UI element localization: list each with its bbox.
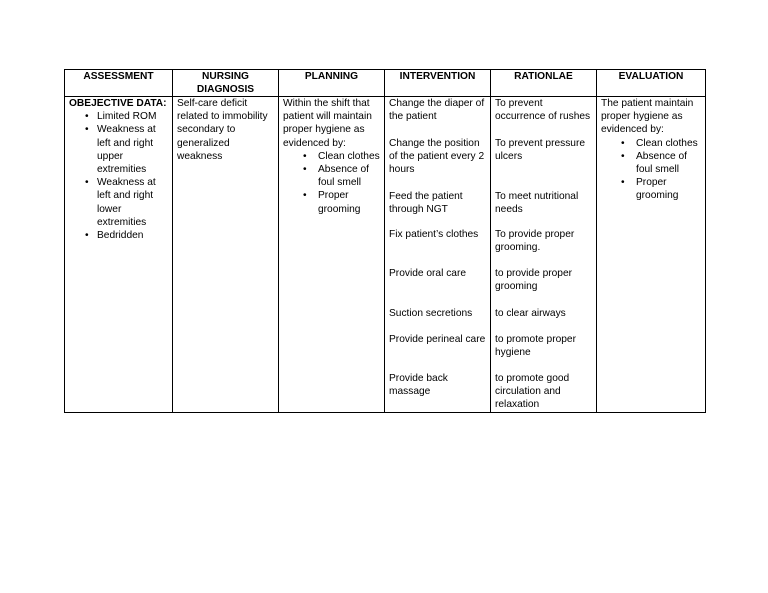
list-item: • Weakness at left and right lower extremities: [69, 176, 168, 229]
planning-list: [283, 150, 380, 216]
nursing-care-plan-table: [64, 69, 706, 413]
assessment-cell: [65, 97, 173, 413]
intervention-entry: Feed the patient through NGT: [389, 191, 463, 216]
rationale-entry: to promote good circulation and relaxation: [495, 373, 570, 411]
header-nursing-diagnosis: NURSING DIAGNOSIS: [173, 70, 279, 97]
intervention-entry: Change the diaper of the patient: [389, 98, 485, 123]
list-item: • Proper grooming: [283, 189, 380, 215]
header-row: [65, 70, 706, 97]
evaluation-cell: [597, 97, 706, 413]
header-rationale: RATIONLAE: [491, 70, 597, 97]
list-item: • Proper grooming: [601, 176, 701, 202]
planning-cell: [279, 97, 385, 413]
diagnosis-text: Self-care deficit related to immobility secondary to generalized weakness: [177, 98, 268, 162]
intervention-entry: Provide oral care: [389, 268, 467, 279]
list-item: • Clean clothes: [283, 150, 380, 163]
objective-data-label: OBEJECTIVE DATA:: [69, 98, 167, 109]
list-item: • Bedridden: [69, 229, 168, 242]
rationale-entry: To meet nutritional needs: [495, 191, 579, 216]
rationale-entry: to clear airways: [495, 308, 566, 319]
list-item: • Absence of foul smell: [601, 150, 701, 176]
rationale-cell: [491, 97, 597, 413]
header-assessment: ASSESSMENT: [65, 70, 173, 97]
intervention-entry: Suction secretions: [389, 308, 473, 319]
assessment-list: [69, 110, 168, 242]
evaluation-intro: The patient maintain proper hygiene as evidenced by:: [601, 98, 694, 136]
list-item: • Limited ROM: [69, 110, 168, 123]
rationale-entry: To prevent occurrence of rushes: [495, 98, 591, 123]
header-intervention: INTERVENTION: [385, 70, 491, 97]
rationale-entry: to promote proper hygiene: [495, 334, 576, 359]
intervention-cell: [385, 97, 491, 413]
rationale-entry: To prevent pressure ulcers: [495, 138, 586, 163]
header-planning: PLANNING: [279, 70, 385, 97]
rationale-entry: to provide proper grooming: [495, 268, 573, 293]
table-row: [65, 97, 706, 413]
rationale-entry: To provide proper grooming.: [495, 229, 575, 254]
evaluation-list: [601, 137, 701, 203]
intervention-entry: Provide perineal care: [389, 334, 486, 345]
planning-intro: Within the shift that patient will maintain proper hygiene as evidenced by:: [283, 98, 372, 149]
intervention-entry: Change the position of the patient every 2 hours: [389, 138, 485, 176]
diagnosis-cell: [173, 97, 279, 413]
intervention-entry: Fix patient’s clothes: [389, 229, 479, 240]
intervention-entry: Provide back massage: [389, 373, 448, 398]
list-item: • Absence of foul smell: [283, 163, 380, 189]
list-item: • Weakness at left and right upper extremities: [69, 123, 168, 176]
header-evaluation: EVALUATION: [597, 70, 706, 97]
list-item: • Clean clothes: [601, 137, 701, 150]
